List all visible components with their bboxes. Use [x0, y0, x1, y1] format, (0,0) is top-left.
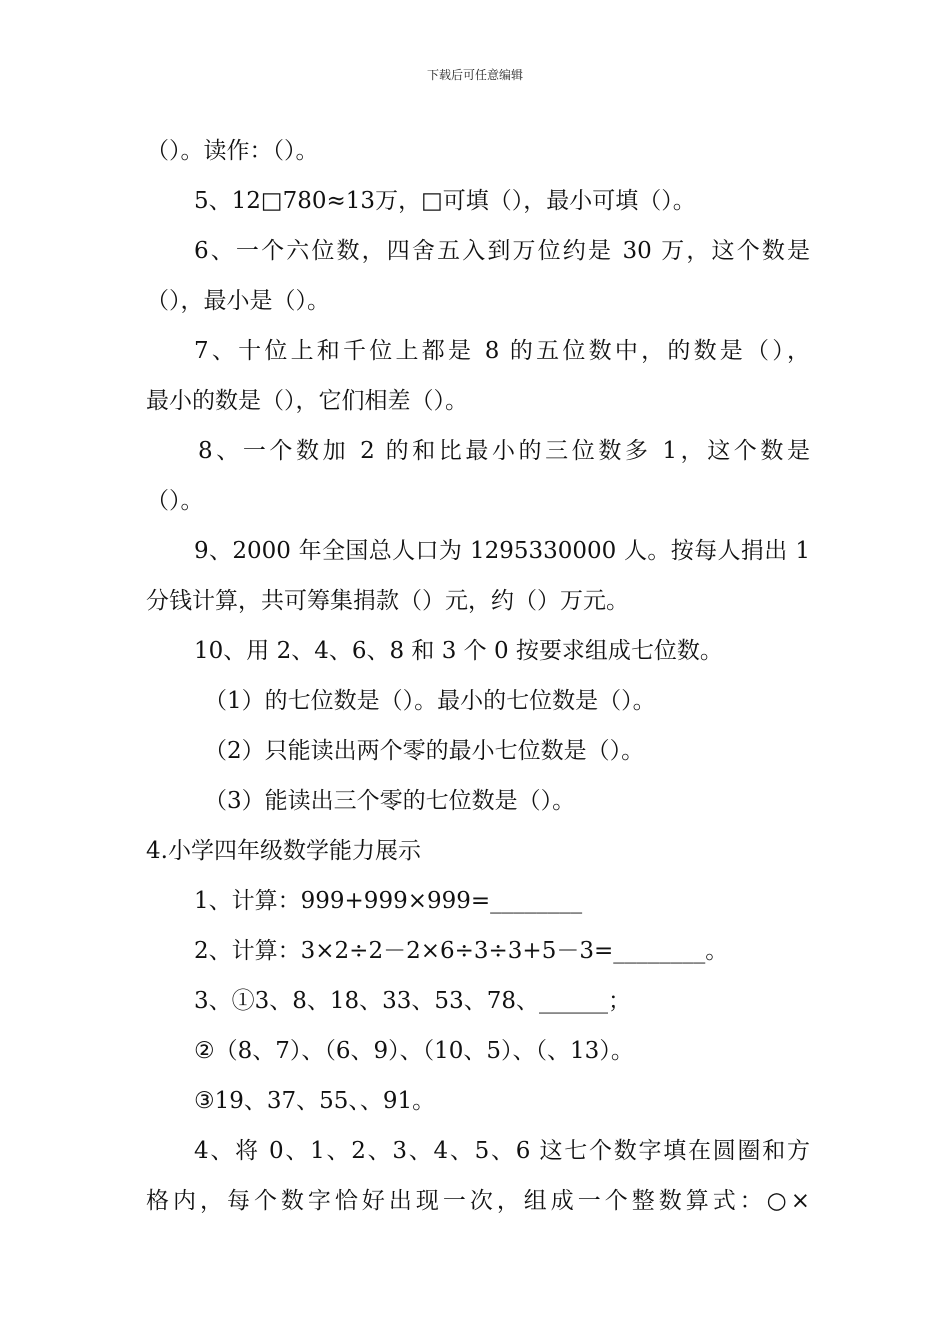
text-line-s4-q2: 2、计算：3×2÷2－2×6÷3÷3+5－3=________。 — [194, 938, 729, 964]
text-line-q4-continued: （）。读作：（）。 — [146, 138, 319, 164]
text-line-q7-continued: 最小的数是（），它们相差（）。 — [146, 388, 468, 414]
text-line-q5: 5、12□780≈13万，□可填（），最小可填（）。 — [194, 188, 696, 214]
section-heading: 4.小学四年级数学能力展示 — [146, 838, 421, 864]
text-line-q8-continued: （）。 — [146, 488, 204, 514]
text-line-q10-part1: （1）的七位数是（）。最小的七位数是（）。 — [204, 688, 656, 714]
text-line-s4-q3-part3: ③19、37、55、、91。 — [194, 1088, 436, 1114]
text-line-s4-q3-part2: ②（8、7）、（6、9）、（10、5）、（、13）。 — [194, 1038, 634, 1064]
text-line-s4-q4: 4、将 0、1、2、3、4、5、6 这七个数字填在圆圈和方 — [194, 1138, 810, 1164]
text-line-q8: 8、一个数加 2 的和比最小的三位数多 1，这个数是 — [198, 438, 810, 464]
text-line-q9: 9、2000 年全国总人口为 1295330000 人。按每人捐出 1 — [194, 538, 810, 564]
text-line-s4-q3-part1: 3、①3、8、18、33、53、78、______； — [194, 988, 631, 1014]
text-line-q9-continued: 分钱计算，共可筹集捐款（）元，约（）万元。 — [146, 588, 629, 614]
text-line-q7: 7、十位上和千位上都是 8 的五位数中，的数是（）， — [194, 338, 810, 364]
page-header: 下载后可任意编辑 — [426, 68, 523, 82]
text-line-q6: 6、一个六位数，四舍五入到万位约是 30 万，这个数是 — [194, 238, 810, 264]
text-line-q6-continued: （），最小是（）。 — [146, 288, 330, 314]
text-line-s4-q1: 1、计算：999+999×999=________ — [194, 888, 583, 914]
text-line-s4-q4-continued: 格内，每个数字恰好出现一次，组成一个整数算式：○× — [146, 1188, 810, 1214]
document-body — [146, 126, 810, 1226]
text-line-q10: 10、用 2、4、6、8 和 3 个 0 按要求组成七位数。 — [194, 638, 723, 664]
text-line-q10-part2: （2）只能读出两个零的最小七位数是（）。 — [204, 738, 645, 764]
text-line-q10-part3: （3）能读出三个零的七位数是（）。 — [204, 788, 576, 814]
